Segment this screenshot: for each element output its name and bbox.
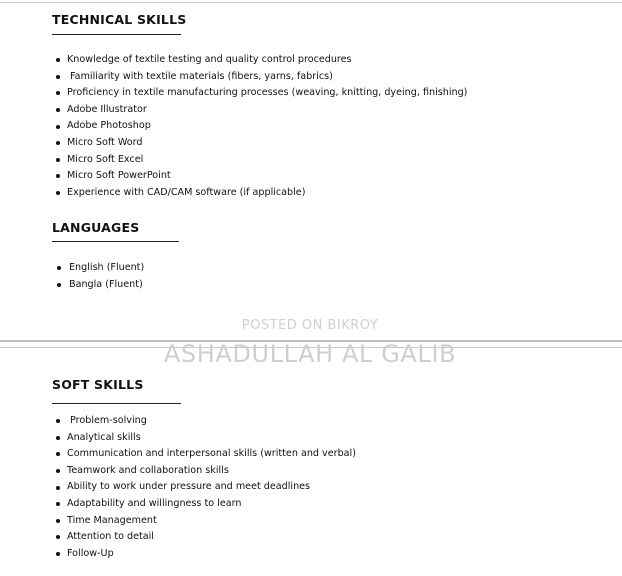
bullet-icon bbox=[56, 502, 60, 506]
list-item-text: Experience with CAD/CAM software (if applicable) bbox=[67, 186, 306, 198]
list-item bbox=[67, 52, 467, 69]
list-item-text: Adaptability and willingness to learn bbox=[67, 497, 242, 509]
bullet-icon bbox=[57, 266, 61, 270]
list-item-text: Problem-solving bbox=[67, 415, 147, 426]
languages-underline bbox=[52, 241, 179, 242]
technical-skills-list bbox=[67, 52, 467, 201]
list-item-text: Familiarity with textile materials (fibers, yarns, fabrics) bbox=[67, 70, 333, 82]
soft-skills-list bbox=[67, 413, 356, 562]
list-item bbox=[69, 260, 144, 277]
bullet-icon bbox=[56, 535, 60, 539]
list-item-text: Teamwork and collaboration skills bbox=[67, 464, 229, 476]
bullet-icon bbox=[56, 158, 60, 162]
languages-list bbox=[69, 260, 144, 293]
technical-skills-underline bbox=[52, 34, 181, 35]
page-top-border bbox=[0, 2, 622, 3]
bullet-icon bbox=[56, 519, 60, 523]
bullet-icon bbox=[56, 108, 60, 112]
list-item bbox=[67, 152, 467, 169]
list-item bbox=[67, 546, 356, 563]
watermark-posted-on bbox=[0, 318, 622, 333]
list-item-text: Communication and interpersonal skills (written and verbal) bbox=[67, 448, 356, 460]
languages-heading: LANGUAGES bbox=[52, 220, 140, 235]
bullet-icon bbox=[56, 125, 60, 129]
list-item bbox=[67, 85, 467, 102]
list-item bbox=[67, 413, 356, 430]
bullet-icon bbox=[56, 191, 60, 195]
watermark-name-text: ASHADULLAH AL GALIB bbox=[163, 340, 457, 368]
list-item bbox=[67, 168, 467, 185]
list-item bbox=[67, 135, 467, 152]
bullet-icon bbox=[56, 58, 60, 62]
list-item bbox=[67, 102, 467, 119]
list-item bbox=[67, 118, 467, 135]
list-item bbox=[69, 277, 144, 294]
list-item bbox=[67, 185, 467, 202]
list-item bbox=[67, 513, 356, 530]
list-item-text: Analytical skills bbox=[67, 431, 141, 443]
bullet-icon bbox=[56, 469, 60, 473]
list-item-text: Attention to detail bbox=[67, 531, 154, 543]
bullet-icon bbox=[57, 283, 61, 287]
list-item-text: Micro Soft Excel bbox=[67, 153, 144, 165]
list-item-text: English (Fluent) bbox=[69, 262, 145, 273]
list-item bbox=[67, 446, 356, 463]
list-item-text: Proficiency in textile manufacturing processes (weaving, knitting, dyeing, finishing) bbox=[67, 87, 468, 99]
list-item-text: Knowledge of textile testing and quality control procedures bbox=[67, 54, 352, 65]
list-item bbox=[67, 529, 356, 546]
list-item-text: Adobe Photoshop bbox=[67, 120, 151, 132]
technical-skills-heading: TECHNICAL SKILLS bbox=[52, 12, 187, 27]
bullet-icon bbox=[56, 452, 60, 456]
bullet-icon bbox=[56, 141, 60, 145]
list-item bbox=[67, 69, 467, 86]
list-item-text: Adobe Illustrator bbox=[67, 103, 147, 115]
soft-skills-heading: SOFT SKILLS bbox=[52, 377, 144, 392]
bullet-icon bbox=[56, 486, 60, 490]
bullet-icon bbox=[56, 75, 60, 79]
list-item-text: Micro Soft Word bbox=[67, 136, 143, 148]
watermark-posted-on-text: POSTED ON BIKROY bbox=[241, 318, 379, 333]
list-item-text: Follow-Up bbox=[67, 547, 114, 559]
list-item-text: Micro Soft PowerPoint bbox=[67, 170, 171, 182]
watermark-name bbox=[0, 340, 622, 368]
list-item bbox=[67, 463, 356, 480]
soft-skills-underline bbox=[52, 403, 181, 404]
list-item bbox=[67, 496, 356, 513]
bullet-icon bbox=[56, 91, 60, 95]
list-item-text: Bangla (Fluent) bbox=[69, 278, 143, 290]
list-item-text: Time Management bbox=[67, 514, 157, 526]
bullet-icon bbox=[56, 419, 60, 423]
bullet-icon bbox=[56, 552, 60, 556]
bullet-icon bbox=[56, 436, 60, 440]
list-item bbox=[67, 430, 356, 447]
bullet-icon bbox=[56, 174, 60, 178]
list-item bbox=[67, 479, 356, 496]
list-item-text: Ability to work under pressure and meet deadlines bbox=[67, 481, 311, 493]
